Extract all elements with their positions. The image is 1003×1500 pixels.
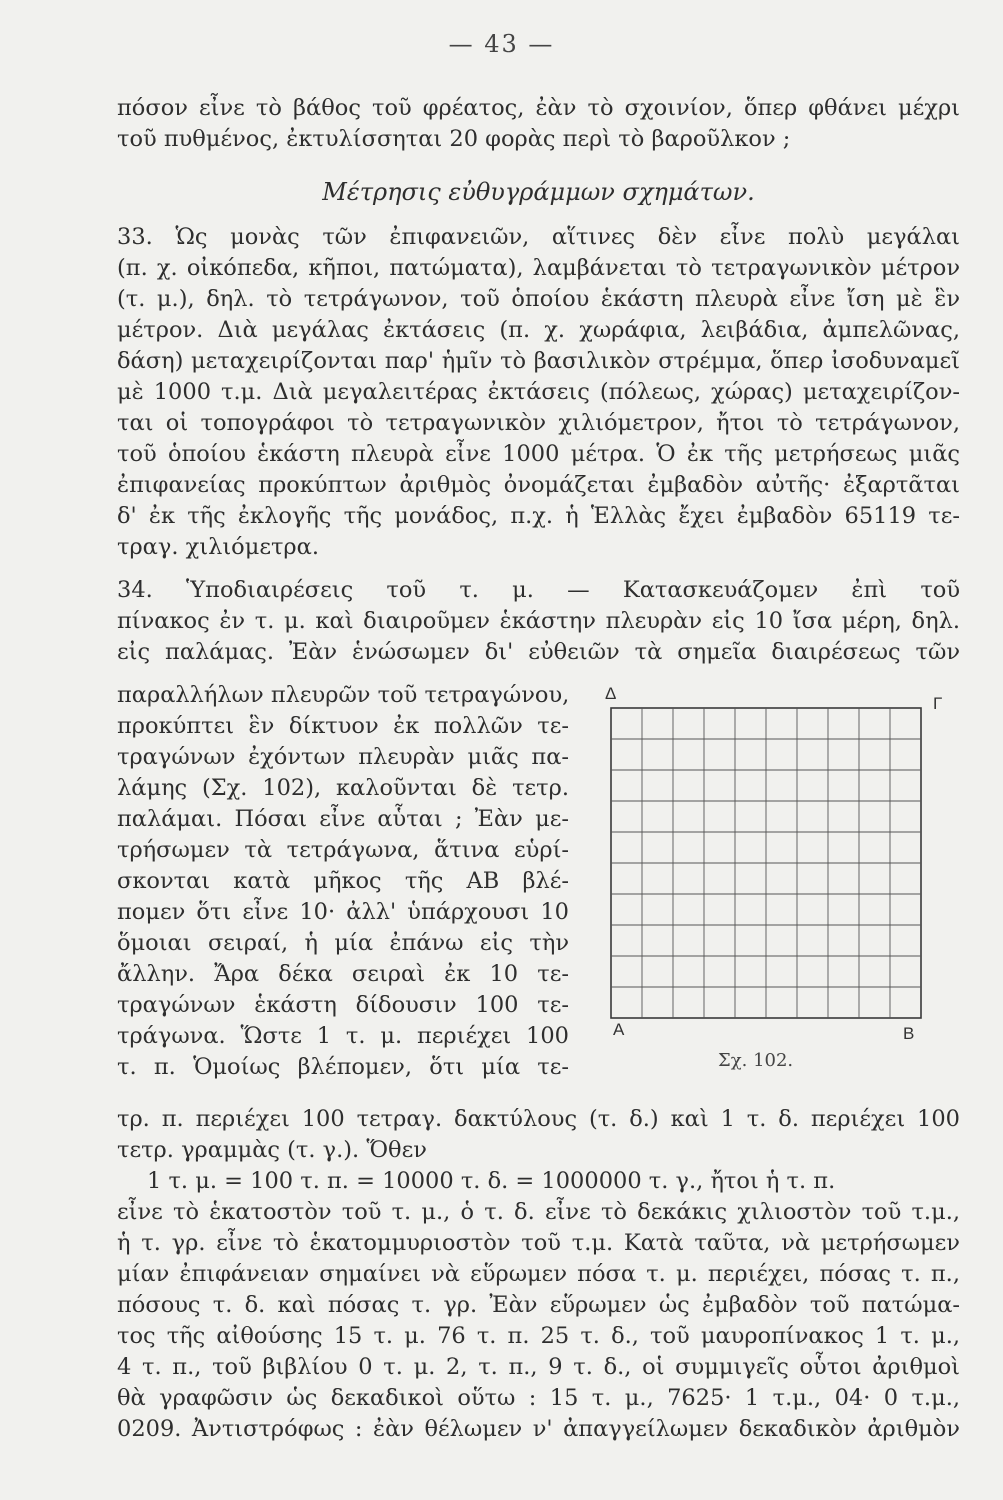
text-line: τοῦ ὁποίου ἑκάστη πλευρὰ εἶνε 1000 μέτρα. Ὁ ἐκ τῆς μετρήσεως μιᾶς	[117, 441, 960, 467]
figure-grid-102	[583, 680, 978, 1080]
text-line: πομεν ὅτι εἶνε 10· ἀλλ' ὑπάρχουσι 10	[117, 899, 569, 925]
text-line: ἐπιφανείας προκύπτων ἀριθμὸς ὀνομάζεται ἐμβαδὸν αὐτῆς· ἐξαρτᾶται	[117, 472, 960, 498]
text-line: 33. Ὡς μονὰς τῶν ἐπιφανειῶν, αἵτινες δὲν εἶνε πολὺ μεγάλαι	[117, 224, 960, 250]
text-line: ται οἱ τοπογράφοι τὸ τετραγωνικὸν χιλιόμετρον, ἤτοι τὸ τετράγωνον,	[117, 410, 960, 436]
text-line: σκονται κατὰ μῆκος τῆς ΑΒ βλέ-	[117, 868, 569, 894]
text-line: πόσον εἶνε τὸ βάθος τοῦ φρέατος, ἐὰν τὸ σχοινίον, ὅπερ φθάνει μέχρι	[117, 95, 960, 121]
text-line: τ. π. Ὁμοίως βλέπομεν, ὅτι μία τε-	[117, 1054, 569, 1080]
text-line: προκύπτει ἓν δίκτυον ἐκ πολλῶν τε-	[117, 713, 569, 739]
figure-caption: Σχ. 102.	[718, 1050, 794, 1071]
text-line: λάμης (Σχ. 102), καλοῦνται δὲ τετρ.	[117, 775, 569, 801]
text-line: εἰς παλάμας. Ἐὰν ἑνώσωμεν δι' εὐθειῶν τὰ σημεῖα διαιρέσεως τῶν	[117, 639, 960, 665]
text-line: τοῦ πυθμένος, ἐκτυλίσσηται 20 φορὰς περὶ τὸ βαροῦλκον ;	[117, 126, 791, 152]
text-line: ἄλλην. Ἄρα δέκα σειραὶ ἐκ 10 τε-	[117, 961, 569, 987]
text-line: παραλλήλων πλευρῶν τοῦ τετραγώνου,	[117, 682, 570, 708]
figure-label-d: Δ	[605, 684, 617, 703]
section-heading: Μέτρησις εὐθυγράμμων σχημάτων.	[322, 178, 755, 206]
figure-label-g: Γ	[933, 694, 943, 713]
page-number: — 43 —	[448, 30, 555, 58]
text-line: τρήσωμεν τὰ τετράγωνα, ἅτινα εὑρί-	[117, 837, 569, 863]
text-line: τραγώνων ἑκάστη δίδουσιν 100 τε-	[117, 992, 569, 1018]
text-line: (τ. μ.), δηλ. τὸ τετράγωνον, τοῦ ὁποίου ἑκάστη πλευρὰ εἶνε ἴση μὲ ἓν	[117, 286, 960, 312]
text-line: τράγωνα. Ὥστε 1 τ. μ. περιέχει 100	[117, 1023, 569, 1049]
text-line: δ' ἐκ τῆς ἐκλογῆς τῆς μονάδος, π.χ. ἡ Ἑλλὰς ἔχει ἐμβαδὸν 65119 τε-	[117, 503, 960, 529]
figure-label-b: Β	[903, 1024, 915, 1043]
text-line: τος τῆς αἰθούσης 15 τ. μ. 76 τ. π. 25 τ. δ., τοῦ μαυροπίνακος 1 τ. μ.,	[117, 1323, 960, 1349]
text-line: εἶνε τὸ ἑκατοστὸν τοῦ τ. μ., ὁ τ. δ. εἶνε τὸ δεκάκις χιλιοστὸν τοῦ τ.μ.,	[117, 1199, 960, 1225]
text-line: 34. Ὑποδιαιρέσεις τοῦ τ. μ. — Κατασκευάζομεν ἐπὶ τοῦ	[117, 577, 960, 603]
text-line: θὰ γραφῶσιν ὡς δεκαδικοὶ οὕτω : 15 τ. μ., 7625· 1 τ.μ., 04· 0 τ.μ.,	[117, 1385, 960, 1411]
text-line: μέτρον. Διὰ μεγάλας ἐκτάσεις (π. χ. χωράφια, λειβάδια, ἀμπελῶνας,	[117, 317, 960, 343]
text-line: μίαν ἐπιφάνειαν σημαίνει νὰ εὕρωμεν πόσα τ. μ. περιέχει, πόσας τ. π.,	[117, 1261, 960, 1287]
figure-label-a: Α	[613, 1020, 625, 1039]
text-line: 4 τ. π., τοῦ βιβλίου 0 τ. μ. 2, τ. π., 9 τ. δ., οἱ συμμιγεῖς οὗτοι ἀριθμοὶ	[117, 1354, 960, 1380]
text-line: πόσους τ. δ. καὶ πόσας τ. γρ. Ἐὰν εὕρωμεν ὡς ἐμβαδὸν τοῦ πατώμα-	[117, 1292, 960, 1318]
unit-equation: 1 τ. μ. = 100 τ. π. = 10000 τ. δ. = 1000000 τ. γ., ἤτοι ἡ τ. π.	[147, 1168, 836, 1194]
text-line: δάση) μεταχειρίζονται παρ' ἡμῖν τὸ βασιλικὸν στρέμμα, ὅπερ ἰσοδυναμεῖ	[117, 348, 960, 374]
text-line: παλάμαι. Πόσαι εἶνε αὗται ; Ἐὰν με-	[117, 806, 569, 832]
text-line: τραγώνων ἐχόντων πλευρὰν μιᾶς πα-	[117, 744, 569, 770]
text-line: μὲ 1000 τ.μ. Διὰ μεγαλειτέρας ἐκτάσεις (πόλεως, χώρας) μεταχειρίζον-	[117, 379, 960, 405]
text-line: τρ. π. περιέχει 100 τετραγ. δακτύλους (τ. δ.) καὶ 1 τ. δ. περιέχει 100	[117, 1106, 960, 1132]
text-line: τραγ. χιλιόμετρα.	[117, 534, 320, 560]
text-line: τετρ. γραμμὰς (τ. γ.). Ὅθεν	[117, 1137, 427, 1163]
text-line: 0209. Ἀντιστρόφως : ἐὰν θέλωμεν ν' ἀπαγγείλωμεν δεκαδικὸν ἀριθμὸν	[117, 1416, 960, 1442]
square-grid-drawing	[583, 680, 978, 1040]
text-line: ὅμοιαι σειραί, ἡ μία ἐπάνω εἰς τὴν	[117, 930, 569, 956]
text-line: πίνακος ἐν τ. μ. καὶ διαιροῦμεν ἑκάστην πλευρὰν εἰς 10 ἴσα μέρη, δηλ.	[117, 608, 960, 634]
text-line: ἡ τ. γρ. εἶνε τὸ ἑκατομμυριοστὸν τοῦ τ.μ. Κατὰ ταῦτα, νὰ μετρήσωμεν	[117, 1230, 960, 1256]
text-line: (π. χ. οἰκόπεδα, κῆποι, πατώματα), λαμβάνεται τὸ τετραγωνικὸν μέτρον	[117, 255, 960, 281]
